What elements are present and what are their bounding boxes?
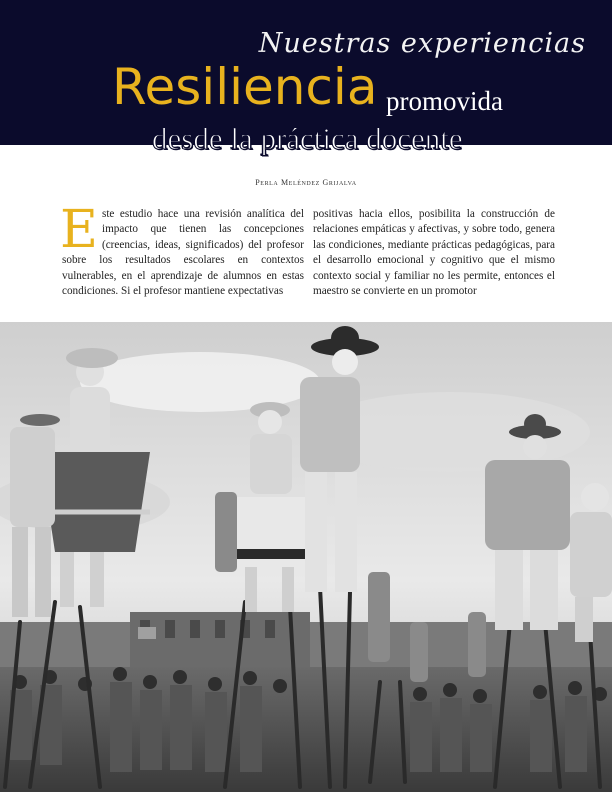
- article-title-part-2: desde la práctica docente: [152, 121, 463, 156]
- text-column-2: [313, 207, 555, 299]
- article-title-main: Resiliencia: [112, 58, 378, 116]
- section-title: Nuestras experiencias: [258, 28, 586, 59]
- article-title-part-1: promovida: [386, 86, 503, 116]
- author-byline: Perla Meléndez Grijalva: [255, 178, 357, 187]
- stilt-dancers-photo: [0, 322, 612, 792]
- drop-cap: E: [60, 200, 98, 260]
- photo-illustration: [0, 322, 612, 792]
- column-2-text: positivas hacia ellos, posibilita la construcción de relaciones empáticas y afectivas, y sobre todo, genera las condiciones, mediante prácticas pedagógicas, para el desarrollo emocional y cognitivo que el mismo contexto social y familiar no les permite, entonces el maestro se convierte en un promotor: [313, 208, 555, 298]
- text-column-1: [60, 200, 304, 299]
- column-1-text: ste estudio hace una revisión analítica del impacto que tienen las concepciones (creencias, ideas, significados) del profesor sobre los resultados escolares en contextos vulnerables, en el aprendizaje de alumnos en estas condiciones. Si el profesor mantiene expectativas: [62, 208, 304, 298]
